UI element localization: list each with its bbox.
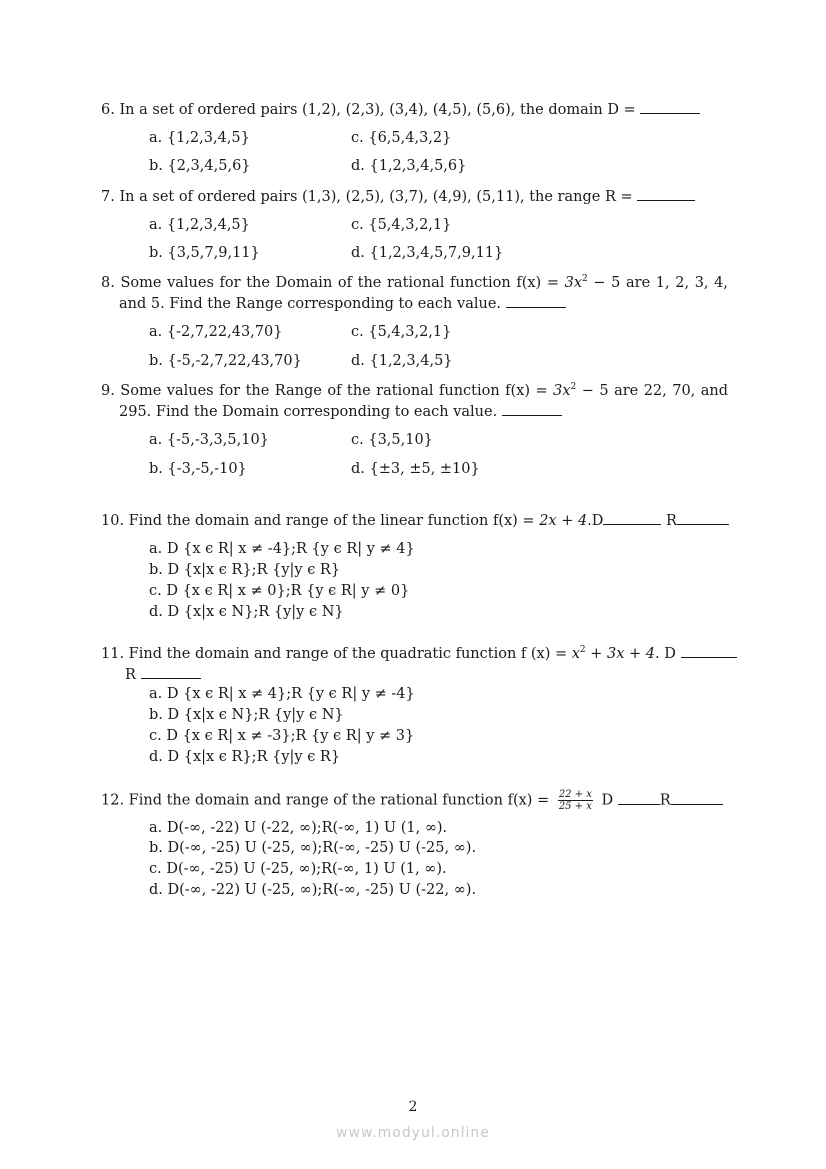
option-11b: b. D {x|x ϵ N};R {y|y ϵ N}	[149, 707, 344, 723]
question-11-stem: 11. Find the domain and range of the quadratic function f $(x) = x^2 + 3x + 4$. D	[101, 643, 737, 664]
option-6d: d. {1,2,3,4,5,6}	[351, 158, 467, 174]
option-12c: c. D(-∞, -25) U (-25, ∞);R(-∞, 1) U (1, ∞).	[149, 861, 447, 877]
watermark: www.modyul.online	[336, 1125, 490, 1141]
rational-fraction: $\frac{22 + x}{25 + x}$	[558, 789, 592, 812]
range-blank	[671, 790, 723, 805]
option-11c: c. D {x ϵ R| x ≠ -3};R {y ϵ R| y ≠ 3}	[149, 728, 415, 744]
question-7-stem: 7. In a set of ordered pairs (1,3), (2,5), (3,7), (4,9), (5,11), the range R =	[101, 186, 695, 207]
option-8a: a. {-2,7,22,43,70}	[149, 324, 283, 340]
question-10-stem: 10. Find the domain and range of the linear function f(x) = 2x + 4.D R	[101, 510, 729, 531]
option-12d: d. D(-∞, -22) U (-25, ∞);R(-∞, -25) U (-22, ∞).	[149, 882, 477, 898]
option-6b: b. {2,3,4,5,6}	[149, 158, 251, 174]
question-9-stem: 9. Some values for the Range of the rational function $f(x) = 3x^2 - 5$ are 22, 70, and	[101, 382, 729, 399]
option-10b: b. D {x|x ϵ R};R {y|y ϵ R}	[149, 562, 341, 578]
option-7b: b. {3,5,7,9,11}	[149, 245, 260, 261]
answer-blank	[637, 186, 695, 201]
option-10d: d. D {x|x ϵ N};R {y|y ϵ N}	[149, 604, 344, 620]
page-number: 2	[408, 1099, 418, 1115]
domain-blank	[681, 643, 737, 658]
option-9a: a. {-5,-3,3,5,10}	[149, 432, 269, 448]
option-6a: a. {1,2,3,4,5}	[149, 130, 250, 146]
option-7d: d. {1,2,3,4,5,7,9,11}	[351, 245, 504, 261]
question-11-range-line: R	[125, 664, 201, 685]
domain-blank	[618, 790, 660, 805]
option-11a: a. D {x ϵ R| x ≠ 4};R {y ϵ R| y ≠ -4}	[149, 686, 415, 702]
option-12a: a. D(-∞, -22) U (-22, ∞);R(-∞, 1) U (1, ∞).	[149, 820, 448, 836]
option-9b: b. {-3,-5,-10}	[149, 461, 247, 477]
option-8b: b. {-5,-2,7,22,43,70}	[149, 353, 302, 369]
answer-blank	[640, 99, 700, 114]
question-6-stem: 6. In a set of ordered pairs (1,2), (2,3), (3,4), (4,5), (5,6), the domain D =	[101, 99, 700, 120]
question-9-stem-line2: 295. Find the Domain corresponding to each value.	[119, 401, 562, 422]
option-7c: c. {5,4,3,2,1}	[351, 217, 452, 233]
option-10c: c. D {x ϵ R| x ≠ 0};R {y ϵ R| y ≠ 0}	[149, 583, 410, 599]
question-12-stem: 12. Find the domain and range of the rational function f(x) = $\frac{22 + x}{25 + x}$ D R	[101, 789, 723, 812]
option-10a: a. D {x ϵ R| x ≠ -4};R {y ϵ R| y ≠ 4}	[149, 541, 415, 557]
option-12b: b. D(-∞, -25) U (-25, ∞);R(-∞, -25) U (-25, ∞).	[149, 840, 477, 856]
option-6c: c. {6,5,4,3,2}	[351, 130, 452, 146]
question-8-stem-line2: and 5. Find the Range corresponding to each value.	[119, 293, 566, 314]
option-11d: d. D {x|x ϵ R};R {y|y ϵ R}	[149, 749, 341, 765]
question-8-stem: 8. Some values for the Domain of the rational function $f(x) = 3x^2 - 5$ are 1, 2, 3, 4,	[101, 274, 728, 291]
answer-blank	[502, 401, 562, 416]
option-8d: d. {1,2,3,4,5}	[351, 353, 453, 369]
domain-blank	[603, 510, 661, 525]
option-7a: a. {1,2,3,4,5}	[149, 217, 250, 233]
option-9c: c. {3,5,10}	[351, 432, 433, 448]
answer-blank	[506, 293, 566, 308]
option-9d: d. {±3, ±5, ±10}	[351, 461, 480, 477]
range-blank	[141, 664, 201, 679]
range-blank	[677, 510, 729, 525]
option-8c: c. {5,4,3,2,1}	[351, 324, 452, 340]
